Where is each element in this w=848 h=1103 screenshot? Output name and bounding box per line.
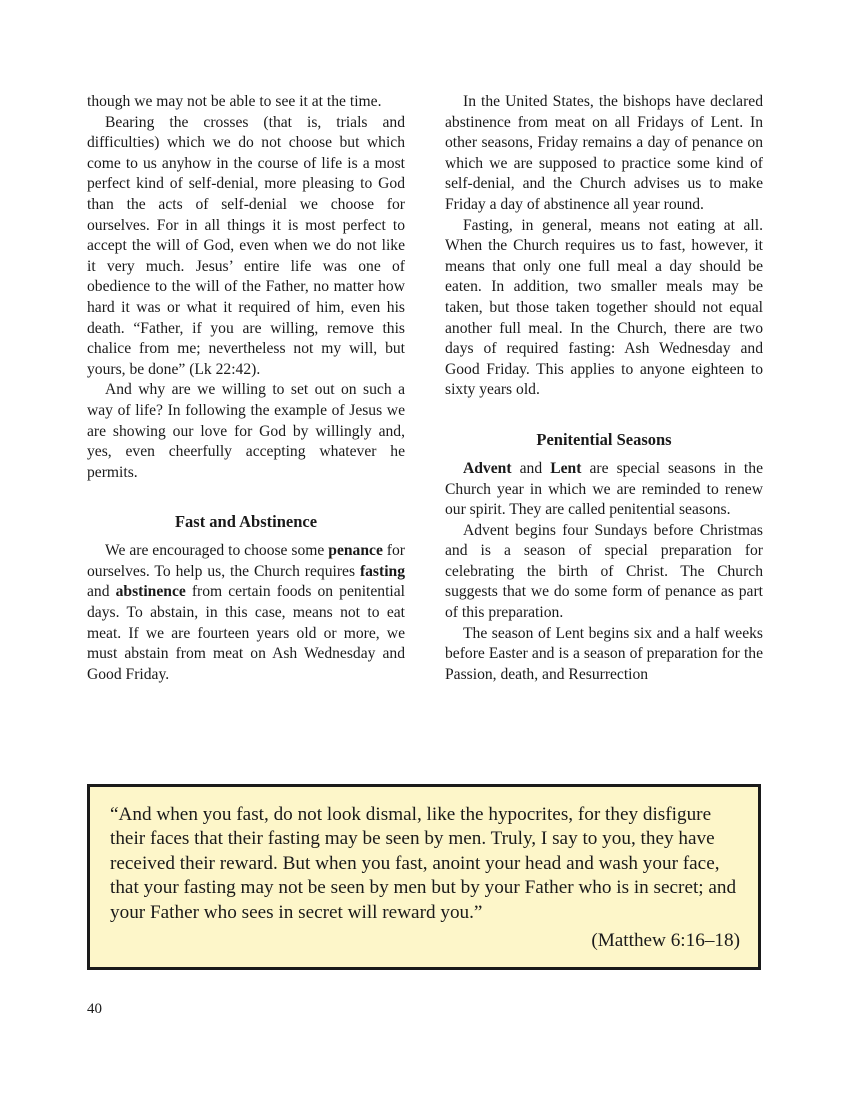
right-column <box>445 92 763 685</box>
term-advent: Advent <box>463 459 512 477</box>
text-run: and <box>511 459 551 477</box>
section-heading-penitential-seasons: Penitential Seasons <box>536 429 672 449</box>
quote-text: “And when you fast, do not look dismal, like the hypocrites, for they disfigure their faces that their fasting may be seen by men. Truly, I say to you, they have received their reward. But when you fast, anoint your head and wash your face, that your fasting may not be seen by men but by your Father who is in secret; and your Father who sees in secret will reward you.” <box>110 804 737 923</box>
paragraph: though we may not be able to see it at the time. <box>87 93 382 110</box>
text-run: from certain foods on penitential days. To abstain, in this case, means not to eat meat. If we are fourteen years old or more, we must abstain from meat on Ash Wednesday and Good Friday. <box>87 583 405 683</box>
text-run: and <box>87 583 116 601</box>
quote-citation: (Matthew 6:16–18) <box>591 930 740 952</box>
paragraph: The season of Lent begins six and a half weeks before Easter and is a season of preparation for the Passion, death, and Resurrection <box>445 624 763 683</box>
paragraph <box>87 541 405 685</box>
paragraph: In the United States, the bishops have declared abstinence from meat on all Fridays of Lent. In other seasons, Friday remains a day of penance on which we are supposed to practice some kind of self-denial, and the Church advises us to make Friday a day of abstinence all year round. <box>445 93 763 213</box>
term-lent: Lent <box>550 459 582 477</box>
section-heading-fast-and-abstinence: Fast and Abstinence <box>174 512 318 532</box>
paragraph: Bearing the crosses (that is, trials and difficulties) which we do not choose but which come to us anyhow in the course of life is a most perfect kind of self-denial, more pleasing to God than the acts of self-denial we choose for ourselves. For in all things it is most perfect to accept the will of God, even when we do not like it very much. Jesus’ entire life was one of obedience to the will of the Father, no matter how hard it was or what it required of him, even his death. “Father, if you are willing, remove this chalice from me; nevertheless not my will, but yours, be done” (Lk 22:42). <box>87 113 405 378</box>
text-run: are special seasons in the Church year in which we are reminded to renew our spirit. They are called penitential seasons. <box>445 459 763 519</box>
paragraph <box>445 459 763 521</box>
page-number: 40 <box>87 1001 102 1017</box>
term-penance: penance <box>328 542 383 560</box>
paragraph: Fasting, in general, means not eating at all. When the Church requires us to fast, however, it means that only one full meal a day should be eaten. In addition, two smaller meals may be taken, but those taken together should not equal another full meal. In the Church, there are two days of required fasting: Ash Wednesday and Good Friday. This applies to anyone eighteen to sixty years old. <box>445 216 763 399</box>
text-run: We are encouraged to choose some <box>105 542 329 560</box>
paragraph: Advent begins four Sundays before Christmas and is a season of special preparation for celebrating the birth of Christ. The Church suggests that we do some form of penance as part of this preparation. <box>445 521 763 622</box>
left-column <box>87 92 405 685</box>
scripture-quote-box <box>87 784 761 970</box>
text-run: for ourselves. To help us, the Church requires <box>87 542 405 580</box>
term-abstinence: abstinence <box>115 583 186 601</box>
paragraph: And why are we willing to set out on such a way of life? In following the example of Jesus we are showing our love for God by willingly and, yes, even cheerfully accepting whatever he permits. <box>87 381 405 481</box>
term-fasting: fasting <box>359 562 405 580</box>
